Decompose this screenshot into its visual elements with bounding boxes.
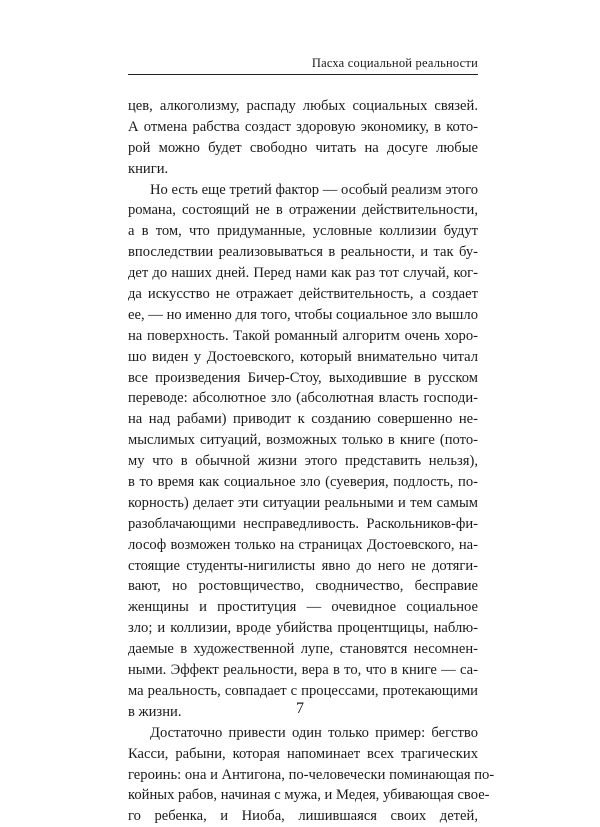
text-line: койных рабов, начиная с мужа, и Медея, убивающая свое- (128, 787, 490, 804)
text-line: лософ возможен только на страницах Достоевского, на- (128, 536, 478, 553)
text-line: героинь: она и Антигона, по-человечески поминающая по- (128, 766, 495, 783)
text-line: Касси, рабыни, которая напоминает всех трагических (128, 745, 478, 762)
page-number: 7 (296, 700, 304, 717)
text-line: а в том, что придуманные, условные коллизии будут (128, 223, 478, 240)
text-line: разоблачающими несправедливость. Раскольников-фи- (128, 515, 478, 532)
text-line: Но есть еще третий фактор — особый реализм этого (150, 181, 478, 198)
text-line: в то время как социальное зло (суеверия, подлость, по- (128, 474, 478, 491)
text-line: корность) делает эти ситуации реальными и тем самым (128, 494, 478, 511)
text-line: ными. Эффект реальности, вера в то, что в книге — са- (128, 662, 478, 679)
text-line: му что в обычной жизни этого представить нельзя), (128, 453, 478, 470)
text-line: даемые в художественной лупе, становятся несомнен- (128, 641, 478, 658)
text-line: цев, алкоголизму, распаду любых социальных связей. (128, 98, 478, 114)
text-line: все произведения Бичер-Стоу, выходившие в русском (128, 369, 478, 386)
text-line: вают, но ростовщичество, сводничество, бесправие (128, 578, 478, 595)
text-line: Достаточно привести один только пример: бегство (150, 724, 478, 741)
text-line: книги. (128, 160, 169, 177)
text-line: мыслимых ситуаций, возможных только в книге (пото- (128, 432, 478, 449)
text-line: ее, — но именно для того, чтобы социальное зло вышло (128, 306, 478, 323)
text-line: да искусство не отражает действительность, а создает (128, 286, 478, 303)
text-line: ма реальность, совпадает с процессами, протекающими (128, 682, 478, 699)
text-line: на над рабами) приводит к созданию совершенно не- (128, 411, 478, 428)
text-line: шо виден у Достоевского, который внимательно читал (128, 348, 478, 365)
text-line: стоящие студенты-нигилисты явно до него не дотяги- (128, 557, 478, 574)
header-rule (128, 74, 478, 75)
text-line: женщины и проституция — очевидное социальное (128, 599, 478, 616)
text-line: романа, состоящий не в отражении действительности, (128, 202, 478, 219)
text-line: в жизни. (128, 703, 182, 720)
text-line: впоследствии реализовываться в реальности, и так бу- (128, 244, 478, 261)
text-line: го ребенка, и Ниоба, лишившаяся своих детей, (128, 808, 478, 825)
text-line: зло; и коллизии, вроде убийства процентщицы, наблю- (128, 620, 478, 637)
text-line: на поверхность. Такой романный алгоритм очень хоро- (128, 327, 478, 344)
text-line: переводе: абсолютное зло (абсолютная власть господи- (128, 390, 478, 407)
text-line: А отмена рабства создаст здоровую экономику, в кото- (128, 118, 478, 135)
running-head: Пасха социальной реальности (311, 56, 478, 70)
text-line: рой можно будет свободно читать на досуге любые (128, 139, 478, 156)
text-line: дет до наших дней. Перед нами как раз тот случай, ког- (128, 265, 478, 282)
